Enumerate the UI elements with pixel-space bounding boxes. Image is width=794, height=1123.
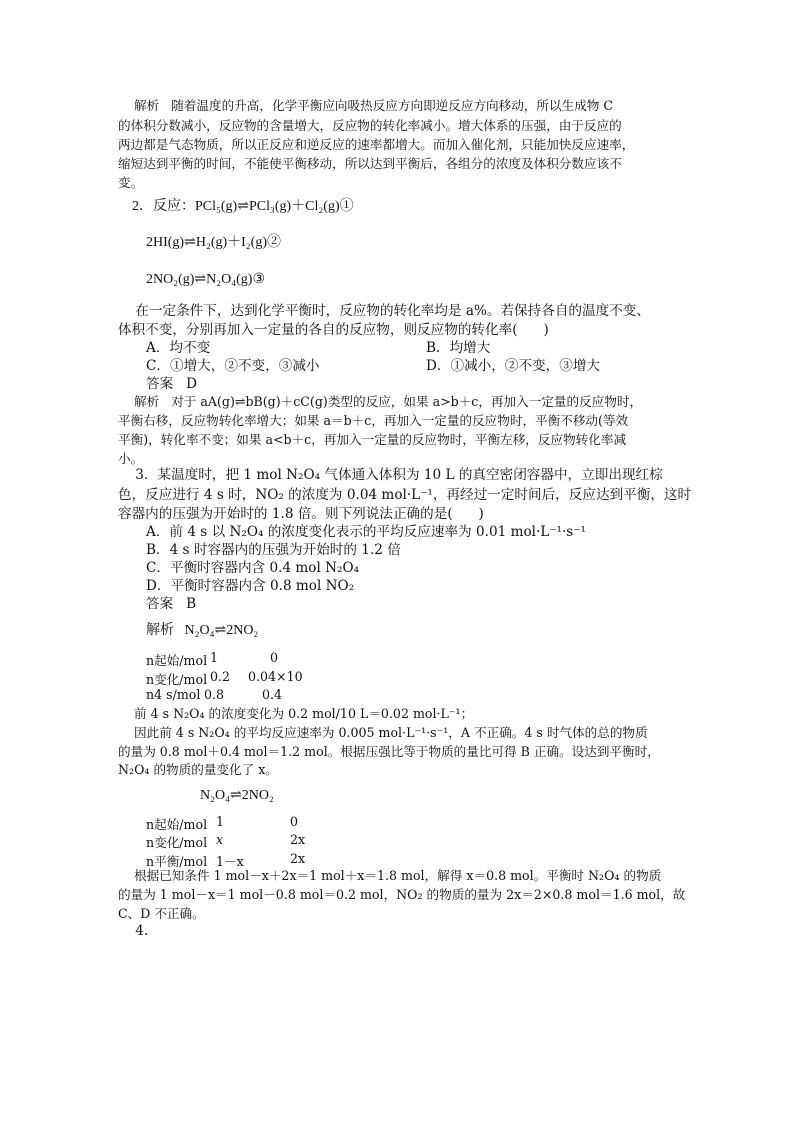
analysis-text-line: 的量为 0.8 mol＋0.4 mol＝1.2 mol。根据压强比等于物质的量比可得 B 正确。设达到平衡时， [118,744,660,759]
question-2-title: 2．反应：PCl₅(g)⇌PCl₃(g)＋Cl₂(g)① [118,199,354,214]
option-a: A．均不变 [146,340,211,356]
option-b: B．4 s 时容器内的压强为开始时的 1.2 倍 [146,542,401,558]
option-d: D．①减小，②不变，③增大 [426,358,601,374]
answer-label: 答案 D [146,376,198,392]
analysis-text-line: 解析 对于 aA(g)⇌bB(g)＋cC(g)类型的反应，如果 a>b＋c，再加入一定量的反应物时， [118,394,643,409]
analysis-text-line: 平衡)，转化率不变；如果 a<b＋c，再加入一定量的反应物时，平衡左移，反应物转化率减 [118,432,627,447]
table-row-label: n平衡/mol [146,854,208,869]
table-cell: 0.04×10 [248,669,303,684]
table-row-label: n变化/mol [146,835,208,850]
table-cell: 0 [290,814,299,829]
analysis-text-line: 小。 [118,451,144,466]
analysis-text-line: 平衡右移，反应物转化率增大；如果 a＝b＋c，再加入一定量的反应物时，平衡不移动(等效 [118,413,629,428]
table-cell: 2x [290,832,306,847]
table-cell: 1－x [216,854,244,869]
table-cell: 1 [210,650,219,665]
analysis-text-line: 变。 [118,175,144,190]
analysis-text-line: 的体积分数减小，反应物的含量增大，反应物的转化率减小。增大体系的压强，由于反应的 [118,118,622,133]
analysis-text-line: N₂O₄ 的物质的量变化了 x。 [118,762,278,777]
question-4-number: 4. [118,923,149,939]
question-stem-line: 体积不变，分别再加入一定量的各自的反应物，则反应物的转化率( ) [118,322,549,338]
analysis-text-line: 解析 随着温度的升高，化学平衡应向吸热反应方向即逆反应方向移动，所以生成物 C [118,98,614,113]
answer-label: 答案 B [146,596,197,612]
question-stem-line: 在一定条件下，达到化学平衡时，反应物的转化率均是 a%。若保持各自的温度不变、 [118,303,650,319]
question-stem-line: 3．某温度时，把 1 mol N₂O₄ 气体通入体积为 10 L 的真空密闭容器中，立即出现红棕 [118,467,663,483]
analysis-text-line: 前 4 s N₂O₄ 的浓度变化为 0.2 mol/10 L＝0.02 mol·L⁻¹； [118,706,474,721]
question-stem-line: 容器内的压强为开始时的 1.8 倍。则下列说法正确的是( ) [118,506,484,522]
option-a: A．前 4 s 以 N₂O₄ 的浓度变化表示的平均反应速率为 0.01 mol·L⁻¹·s⁻¹ [146,524,586,540]
analysis-heading: 解析 N₂O₄⇌2NO₂ [146,623,259,638]
option-c: C．平衡时容器内含 0.4 mol N₂O₄ [146,560,360,576]
analysis-text-line: C、D 不正确。 [118,906,205,921]
table-cell: 0.8 [204,687,225,702]
analysis-text-line: 两边都是气态物质，所以正反应和逆反应的速率都增大。而加入催化剂，只能加快反应速率， [118,137,635,152]
table-row-label: n4 s/mol [146,687,201,702]
analysis-text-line: 根据已知条件 1 mol－x＋2x＝1 mol＋x＝1.8 mol，解得 x＝0.8 mol。平衡时 N₂O₄ 的物质 [118,868,662,883]
analysis-text-line: 的量为 1 mol－x＝1 mol－0.8 mol＝0.2 mol，NO₂ 的物质的量为 2x＝2×0.8 mol＝1.6 mol，故 [118,887,686,902]
analysis-text-line: 因此前 4 s N₂O₄ 的平均反应速率为 0.005 mol·L⁻¹·s⁻¹，A 不正确。4 s 时气体的总的物质 [118,725,648,740]
table-row-label: n起始/mol [146,817,208,832]
table-cell: 1 [216,814,225,829]
option-b: B．均增大 [426,340,491,356]
option-c: C．①增大，②不变，③减小 [146,358,320,374]
table-cell: 2x [290,851,306,866]
question-stem-line: 色，反应进行 4 s 时，NO₂ 的浓度为 0.04 mol·L⁻¹，再经过一定时间后，反应达到平衡，这时 [118,487,692,503]
table-cell: 0.4 [262,687,283,702]
equation-2: 2HI(g)⇌H₂(g)＋I₂(g)② [146,235,282,250]
table-cell: 0.2 [210,669,231,684]
analysis-text-line: 缩短达到平衡的时间，不能使平衡移动，所以达到平衡后，各组分的浓度及体积分数应该不 [118,156,622,171]
table-cell: 0 [270,650,279,665]
option-d: D．平衡时容器内含 0.8 mol NO₂ [146,578,355,594]
table-row-label: n起始/mol [146,653,208,668]
table-cell: x [216,832,224,847]
equation-3: 2NO₂(g)⇌N₂O₄(g)③ [146,272,266,287]
table-row-label: n变化/mol [146,672,208,687]
centered-equation: N₂O₄⇌2NO₂ [200,788,274,803]
